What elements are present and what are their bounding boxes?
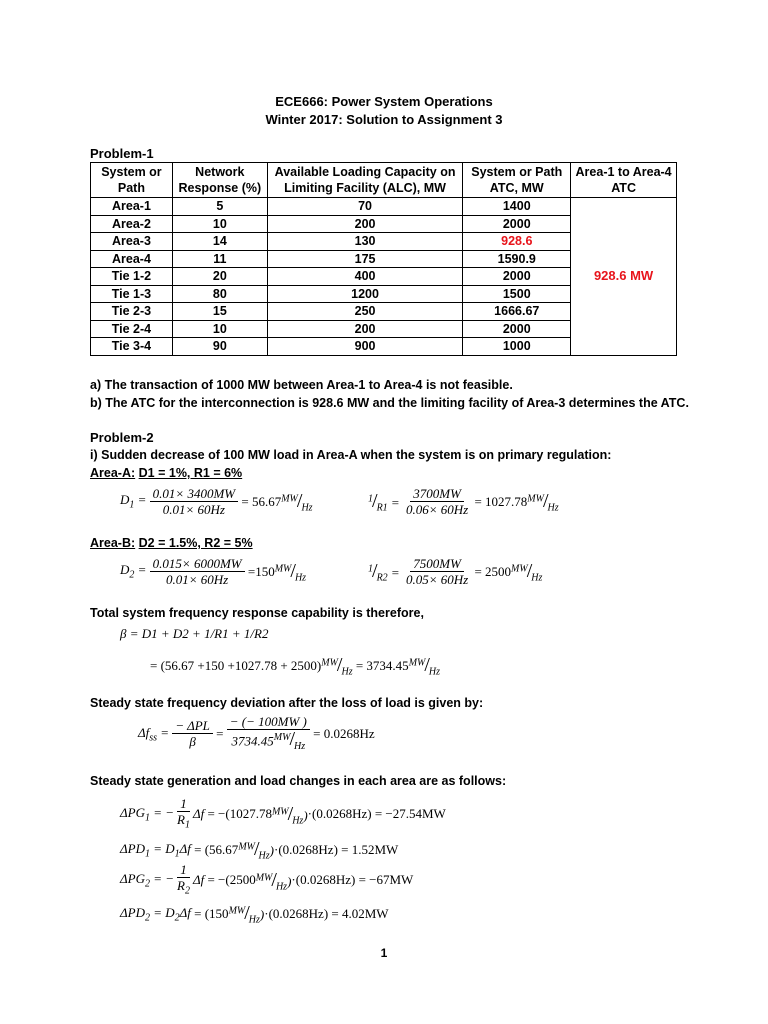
table-cell: 2000 xyxy=(463,320,571,338)
table-cell: 1400 xyxy=(463,198,571,216)
equation-dpg2: $\Delta PG_2$ = − $\frac{1}{R_2}$ Δf = −(2500 $^{MW}/_{Hz}$) ·(0.0268Hz) = −67MW xyxy=(120,862,414,897)
table-cell: Tie 2-3 xyxy=(91,303,173,321)
eq-lhs: $\Delta PG_2$ = − xyxy=(120,871,175,890)
table-cell: 11 xyxy=(172,250,267,268)
eq-lhs: $\Delta PD_1 = D_1\Delta f$ xyxy=(120,840,195,860)
area-b-label xyxy=(90,536,253,550)
eq-unit: $^{MW}/_{Hz}$) xyxy=(255,868,292,893)
table-cell: 80 xyxy=(172,285,267,303)
table-cell: 14 xyxy=(172,233,267,251)
table-cell: 15 xyxy=(172,303,267,321)
eq-lhs: $D_1$ = xyxy=(120,492,150,511)
table-cell: 1500 xyxy=(463,285,571,303)
equation-beta xyxy=(120,626,268,642)
column-header: System or Path xyxy=(91,163,173,198)
table-cell: 90 xyxy=(172,338,267,356)
table-cell: 400 xyxy=(267,268,463,286)
eq-result: = 56.67 xyxy=(241,493,282,509)
table-cell: Tie 1-3 xyxy=(91,285,173,303)
equation-beta-value xyxy=(150,654,440,678)
area-a-label xyxy=(90,466,242,480)
table-cell: 900 xyxy=(267,338,463,356)
eq-lhs: $D_2$ = xyxy=(120,562,150,581)
atc-table xyxy=(90,162,677,356)
document-title: ECE666: Power System Operations xyxy=(275,94,493,109)
eq-unit: $^{MW}/_{Hz}$) xyxy=(228,902,265,926)
eq-unit: $^{MW}/_{Hz}$) xyxy=(238,838,275,862)
equation-inv-r1 xyxy=(368,486,559,517)
part-i-text: i) Sudden decrease of 100 MW load in Area-A when the system is on primary regulation: xyxy=(90,448,612,462)
answer-b: b) The ATC for the interconnection is 928.6 MW and the limiting facility of Area-3 determines the ATC. xyxy=(90,396,689,410)
eq-result: =150 xyxy=(247,563,275,579)
equation-d1 xyxy=(120,486,313,517)
area-a-params: D1 = 1%, R1 = 6% xyxy=(138,466,243,480)
eq-fraction: $\frac{1}{R_2}$ xyxy=(177,862,190,897)
beta-result: = 3734.45 xyxy=(355,657,409,673)
table-cell: 175 xyxy=(267,250,463,268)
beta-sum: = (56.67 +150 +1027.78 + 2500) xyxy=(150,657,322,673)
table-cell: 2000 xyxy=(463,268,571,286)
table-cell: 1590.9 xyxy=(463,250,571,268)
eq-result: = 1027.78 xyxy=(474,493,528,509)
table-cell: 250 xyxy=(267,303,463,321)
column-header: Available Loading Capacity on Limiting Facility (ALC), MW xyxy=(267,163,463,198)
eq-fraction: $\frac{\text{− ΔPL}}{\beta}$ xyxy=(172,718,213,749)
eq-unit: $^{MW}/_{Hz}$ xyxy=(274,559,307,584)
eq-fraction: $\frac{- (- 100MW )}{3734.45^{MW}/_{Hz}}$ xyxy=(227,714,310,754)
eq-fraction: $\frac{3700MW}{0.06\times 60Hz}$ xyxy=(405,486,469,517)
table-cell: Area-4 xyxy=(91,250,173,268)
table-cell-highlight: 928.6 xyxy=(463,233,571,251)
eq-fraction: $\frac{0.015\times 6000MW}{0.01\times 60Hz}$ xyxy=(150,556,245,587)
eq-fraction: $\frac{0.01\times 3400MW}{0.01\times 60Hz}$ xyxy=(150,486,238,517)
table-cell: Tie 1-2 xyxy=(91,268,173,286)
table-cell: 200 xyxy=(267,320,463,338)
area-b-name: Area-B: xyxy=(90,536,136,550)
beta-expression: β = D1 + D2 + 1/R1 + 1/R2 xyxy=(120,626,269,641)
eq-unit: $^{MW}/_{Hz}$ xyxy=(321,654,353,678)
answer-a: a) The transaction of 1000 MW between Area-1 to Area-4 is not feasible. xyxy=(90,378,513,392)
table-cell: 200 xyxy=(267,215,463,233)
equation-dpg1: $\Delta PG_1$ = − $\frac{1}{R_1}$ Δf = −(1027.78 $^{MW}/_{Hz}$) ·(0.0268Hz) = −27.54MW xyxy=(120,796,446,831)
problem2-heading: Problem-2 xyxy=(90,430,154,445)
eq-result: = 2500 xyxy=(474,563,512,579)
column-header: System or Path ATC, MW xyxy=(463,163,571,198)
page-number: 1 xyxy=(380,946,388,960)
equation-d2 xyxy=(120,556,306,587)
equation-dfss: $\Delta f_{ss}$ = $\frac{\text{− ΔPL}}{\beta}$ = $\frac{- (- 100MW )}{3734.45^{MW}/_{Hz}}$ = 0.0268Hz xyxy=(138,714,375,752)
document-subtitle: Winter 2017: Solution to Assignment 3 xyxy=(265,112,503,127)
table-cell: 130 xyxy=(267,233,463,251)
table-cell: 10 xyxy=(172,215,267,233)
column-header: Area-1 to Area-4 ATC xyxy=(571,163,677,198)
table-cell: 2000 xyxy=(463,215,571,233)
table-cell: 70 xyxy=(267,198,463,216)
equation-dpd1: $\Delta PD_1 = D_1\Delta f$ = (56.67 $^{MW}/_{Hz}$) ·(0.0268Hz) = 1.52MW xyxy=(120,838,399,862)
table-cell: 1666.67 xyxy=(463,303,571,321)
eq-fraction: $\frac{1}{R_1}$ xyxy=(177,796,190,831)
table-cell: 10 xyxy=(172,320,267,338)
area-changes-text: Steady state generation and load changes in each area are as follows: xyxy=(90,774,507,788)
table-cell: 5 xyxy=(172,198,267,216)
merged-atc-cell: 928.6 MW xyxy=(571,198,677,356)
eq-unit: $^{MW}/_{Hz}$ xyxy=(511,559,543,584)
steady-state-text: Steady state frequency deviation after the loss of load is given by: xyxy=(90,696,484,710)
column-header: Network Response (%) xyxy=(172,163,267,198)
eq-unit: $^{MW}/_{Hz}$ xyxy=(527,489,559,514)
eq-unit: $^{MW}/_{Hz}$) xyxy=(271,802,308,827)
eq-lhs: $\Delta PG_1$ = − xyxy=(120,805,175,824)
eq-lhs: $\Delta f_{ss}$ = xyxy=(138,724,173,744)
table-cell: Area-1 xyxy=(91,198,173,216)
eq-unit: $^{MW}/_{Hz}$ xyxy=(408,654,441,678)
eq-lhs: $^1/_{R1}$ = xyxy=(368,489,403,514)
table-cell: Tie 3-4 xyxy=(91,338,173,356)
table-cell: Area-3 xyxy=(91,233,173,251)
area-a-name: Area-A: xyxy=(90,466,136,480)
eq-lhs: $^1/_{R2}$ = xyxy=(368,559,403,584)
equation-inv-r2 xyxy=(368,556,542,587)
eq-fraction: $\frac{7500MW}{0.05\times 60Hz}$ xyxy=(405,556,469,587)
table-cell: Area-2 xyxy=(91,215,173,233)
area-b-params: D2 = 1.5%, R2 = 5% xyxy=(138,536,253,550)
equation-dpd2: $\Delta PD_2 = D_2\Delta f$ = (150 $^{MW}/_{Hz}$) ·(0.0268Hz) = 4.02MW xyxy=(120,902,389,926)
total-response-text: Total system frequency response capability is therefore, xyxy=(90,606,424,620)
table-cell: 1200 xyxy=(267,285,463,303)
table-cell: Tie 2-4 xyxy=(91,320,173,338)
table-cell: 1000 xyxy=(463,338,571,356)
dfss-result: = 0.0268Hz xyxy=(313,725,375,741)
table-header-row xyxy=(91,163,677,198)
eq-unit: $^{MW}/_{Hz}$ xyxy=(281,489,313,514)
problem1-heading: Problem-1 xyxy=(90,146,154,161)
eq-lhs: $\Delta PD_2 = D_2\Delta f$ xyxy=(120,904,195,924)
table-row xyxy=(91,198,677,216)
table-cell: 20 xyxy=(172,268,267,286)
